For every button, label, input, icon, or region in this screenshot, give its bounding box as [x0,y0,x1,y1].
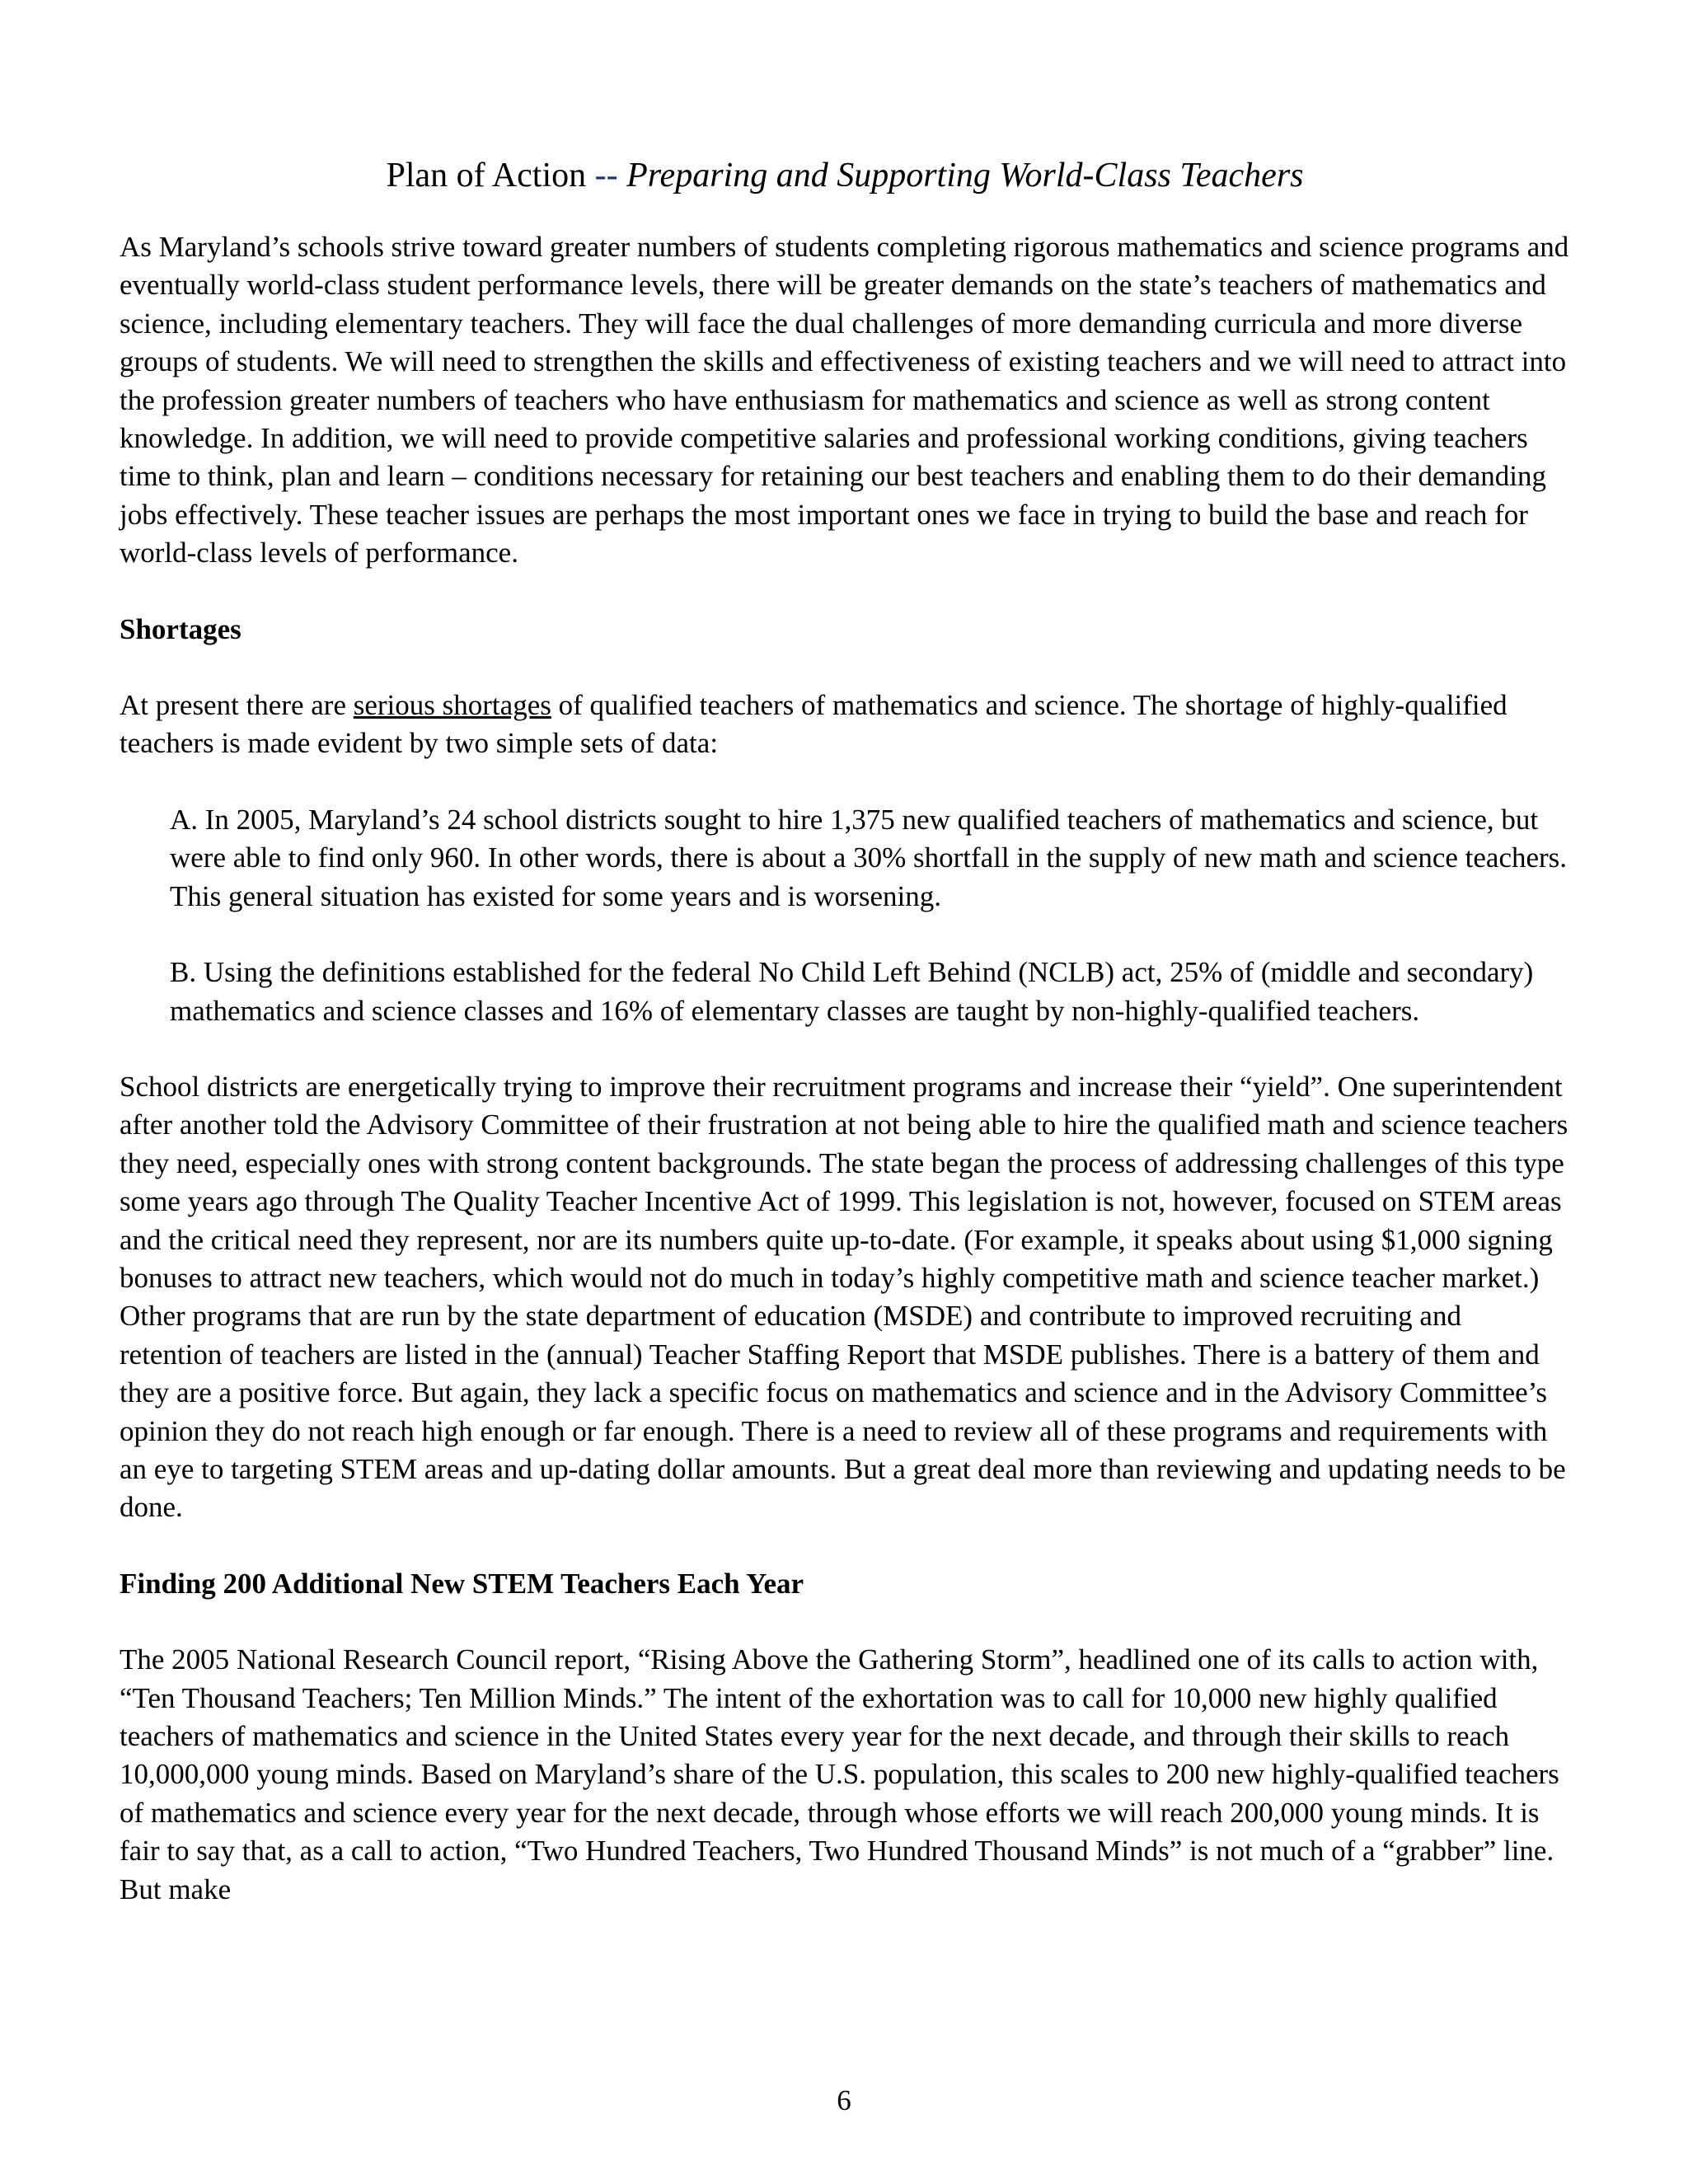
recruitment-paragraph: School districts are energetically trying to improve their recruitment programs and increase their “yield”. One superintendent after another told the Advisory Committee of their frustration at not being able to hire the qualified math and science teachers they need, especially ones with strong content backgrounds. The state began the process of addressing challenges of this type some years ago through The Quality Teacher Incentive Act of 1999. This legislation is not, however, focused on STEM areas and the critical need they represent, nor are its numbers quite up-to-date. (For example, it speaks about using $1,000 signing bonuses to attract new teachers, which would not do much in today’s highly competitive math and science teacher market.) Other programs that are run by the state department of education (MSDE) and contribute to improved recruiting and retention of teachers are listed in the (annual) Teacher Staffing Report that MSDE publishes. There is a battery of them and they are a positive force. But again, they lack a specific focus on mathematics and science and in the Advisory Committee’s opinion they do not reach high enough or far enough. There is a need to review all of these programs and requirements with an eye to targeting STEM areas and up-dating dollar amounts. But a great deal more than reviewing and updating needs to be done. [120,1070,1568,1524]
serious-shortages-underline: serious shortages [353,689,551,722]
document-page [120,152,1570,1909]
title-separator: -- [594,157,618,194]
intro-paragraph: As Maryland’s schools strive toward greater numbers of students completing rigorous mathematics and science programs and eventually world-class student performance levels, there will be greater demands on the state’s teachers of mathematics and science, including elementary teachers. They will face the dual challenges of more demanding curricula and more diverse groups of students. We will need to strengthen the skills and effectiveness of existing teachers and we will need to attract into the profession greater numbers of teachers who have enthusiasm for mathematics and science as well as strong content knowledge. In addition, we will need to provide competitive salaries and professional working conditions, giving teachers time to think, plan and learn – conditions necessary for retaining our best teachers and enabling them to do their demanding jobs effectively. These teacher issues are perhaps the most important ones we face in trying to build the base and reach for world-class levels of performance. [120,231,1569,569]
title-main: Plan of Action [386,157,587,194]
list-item-a: A. In 2005, Maryland’s 24 school districts sought to hire 1,375 new qualified teachers of mathematics and science, but were able to find only 960. In other words, there is about a 30% shortfall in the supply of new math and science teachers. This general situation has existed for some years and is worsening. [170,803,1568,912]
shortages-lead-before: At present there are [120,689,354,722]
title-subtitle: Preparing and Supporting World-Class Teachers [626,157,1304,194]
finding-paragraph: The 2005 National Research Council report, “Rising Above the Gathering Storm”, headlined one of its calls to action with, “Ten Thousand Teachers; Ten Million Minds.” The intent of the exhortation was to call for 10,000 new highly qualified teachers of mathematics and science in the United States every year for the next decade, and through their skills to reach 10,000,000 young minds. Based on Maryland’s share of the U.S. population, this scales to 200 new highly-qualified teachers of mathematics and science every year for the next decade, through whose efforts we will reach 200,000 young minds. It is fair to say that, as a call to action, “Two Hundred Teachers, Two Hundred Thousand Minds” is not much of a “grabber” line. But make [120,1643,1559,1905]
finding-heading: Finding 200 Additional New STEM Teachers Each Year [120,1567,804,1600]
page-number: 6 [837,2084,851,2116]
page-title [120,152,1570,199]
shortages-heading: Shortages [120,612,241,645]
list-item-b: B. Using the definitions established for the federal No Child Left Behind (NCLB) act, 25% of (middle and secondary) mathematics and science classes and 16% of elementary classes are taught by non-highly-qualified teachers. [170,956,1534,1027]
shortages-lead-after: of qualified teachers of mathematics and science. The shortage of highly-qualified teachers is made evident by two simple sets of data: [120,689,1507,760]
shortages-lead-paragraph [120,687,1570,763]
